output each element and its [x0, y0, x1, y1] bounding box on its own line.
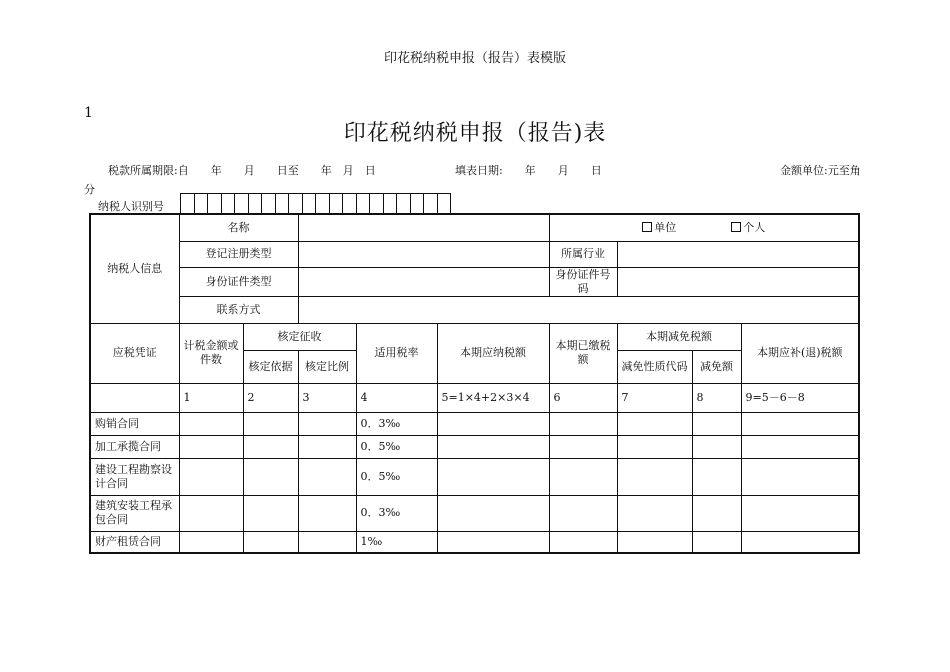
cell-input[interactable] — [179, 435, 243, 458]
info-section-label: 纳税人信息 — [90, 214, 179, 323]
cell-input[interactable] — [692, 495, 741, 531]
industry-label: 所属行业 — [549, 241, 617, 267]
col-payable: 本期应纳税额 — [437, 323, 549, 383]
cell-input[interactable] — [692, 435, 741, 458]
col-assess-basis: 核定依据 — [243, 350, 298, 383]
tax-rate: 0．5‰ — [356, 435, 437, 458]
col-relief-amt: 减免额 — [692, 350, 741, 383]
unit-checkbox[interactable] — [642, 221, 676, 234]
col-paid: 本期已缴税额 — [549, 323, 617, 383]
cell-input[interactable] — [243, 531, 298, 553]
taxpayer-type-options[interactable] — [549, 214, 859, 241]
cell-input[interactable] — [437, 495, 549, 531]
col-num: 9=5－6－8 — [741, 383, 859, 412]
cell-input[interactable] — [549, 458, 617, 495]
cell-input[interactable] — [549, 531, 617, 553]
cell-input[interactable] — [437, 435, 549, 458]
id-digit-box[interactable] — [383, 193, 397, 214]
person-checkbox[interactable] — [731, 221, 765, 234]
checkbox-icon — [731, 222, 741, 232]
contract-name: 购销合同 — [90, 412, 179, 435]
person-option-label: 个人 — [743, 220, 766, 234]
contract-name: 加工承揽合同 — [90, 435, 179, 458]
cell-input[interactable] — [243, 435, 298, 458]
id-type-label: 身份证件类型 — [179, 267, 298, 296]
cell-input[interactable] — [298, 435, 356, 458]
cell-input[interactable] — [298, 531, 356, 553]
tax-rate: 1‰ — [356, 531, 437, 553]
cell-input[interactable] — [617, 458, 692, 495]
id-digit-box[interactable] — [437, 193, 452, 214]
cell-input[interactable] — [179, 531, 243, 553]
checkbox-icon — [642, 222, 652, 232]
id-digit-box[interactable] — [221, 193, 235, 214]
cell-input[interactable] — [692, 531, 741, 553]
col-num: 2 — [243, 383, 298, 412]
cell-input[interactable] — [243, 412, 298, 435]
tax-period: 税款所属期限:自 年 月 日至 年 月 日 — [108, 164, 376, 177]
cell-input[interactable] — [741, 435, 859, 458]
col-num: 5=1×4+2×3×4 — [437, 383, 549, 412]
col-num: 6 — [549, 383, 617, 412]
id-no-label: 身份证件号码 — [549, 267, 617, 296]
table-row — [90, 435, 859, 458]
cell-input[interactable] — [741, 531, 859, 553]
cell-input[interactable] — [179, 412, 243, 435]
cell-input[interactable] — [617, 435, 692, 458]
col-num: 1 — [179, 383, 243, 412]
page-header: 印花税纳税申报（报告）表模版 — [383, 51, 566, 66]
amount-unit: 金额单位:元至角 — [780, 164, 861, 177]
reg-type-field[interactable] — [298, 241, 549, 267]
table-row — [90, 458, 859, 495]
col-num: 3 — [298, 383, 356, 412]
form-title: 印花税纳税申报（报告)表 — [343, 121, 607, 146]
num-row-blank — [90, 383, 179, 412]
cell-input[interactable] — [549, 435, 617, 458]
id-type-field[interactable] — [298, 267, 549, 296]
declaration-table — [89, 213, 860, 554]
table-row — [90, 531, 859, 553]
cell-input[interactable] — [179, 495, 243, 531]
cell-input[interactable] — [692, 458, 741, 495]
id-digit-box[interactable] — [329, 193, 343, 214]
id-digit-box[interactable] — [315, 193, 329, 214]
contract-name: 财产租赁合同 — [90, 531, 179, 553]
reg-type-label: 登记注册类型 — [179, 241, 298, 267]
col-relief-code: 减免性质代码 — [617, 350, 692, 383]
industry-field[interactable] — [617, 241, 859, 267]
cell-input[interactable] — [298, 412, 356, 435]
cell-input[interactable] — [692, 412, 741, 435]
tax-rate: 0．5‰ — [356, 458, 437, 495]
unit-option-label: 单位 — [654, 220, 677, 234]
id-digit-box[interactable] — [342, 193, 356, 214]
col-relief: 本期减免税额 — [617, 323, 741, 350]
col-num: 8 — [692, 383, 741, 412]
contract-name: 建设工程勘察设计合同 — [90, 458, 179, 495]
cell-input[interactable] — [298, 495, 356, 531]
id-digit-box[interactable] — [234, 193, 248, 214]
contact-label: 联系方式 — [179, 296, 298, 323]
contact-field[interactable] — [298, 296, 859, 323]
cell-input[interactable] — [741, 495, 859, 531]
amount-unit-cont: 分 — [84, 183, 95, 196]
id-digit-box[interactable] — [356, 193, 370, 214]
contract-name: 建筑安装工程承包合同 — [90, 495, 179, 531]
cell-input[interactable] — [243, 458, 298, 495]
col-assess: 核定征收 — [243, 323, 356, 350]
id-digit-box[interactable] — [396, 193, 410, 214]
id-digit-box[interactable] — [288, 193, 302, 214]
tax-rate: 0．3‰ — [356, 495, 437, 531]
cell-input[interactable] — [617, 412, 692, 435]
fill-date: 填表日期: 年 月 日 — [455, 164, 602, 177]
name-label: 名称 — [179, 214, 298, 241]
page-number: 1 — [84, 105, 93, 121]
table-row — [90, 412, 859, 435]
cell-input[interactable] — [741, 412, 859, 435]
col-num: 4 — [356, 383, 437, 412]
col-amount: 计税金额或件数 — [179, 323, 243, 383]
cell-input[interactable] — [617, 531, 692, 553]
id-digit-box[interactable] — [180, 193, 194, 214]
id-digit-box[interactable] — [410, 193, 424, 214]
cell-input[interactable] — [179, 458, 243, 495]
taxpayer-id-label: 纳税人识别号 — [98, 200, 164, 213]
cell-input[interactable] — [437, 531, 549, 553]
cell-input[interactable] — [437, 412, 549, 435]
cell-input[interactable] — [549, 412, 617, 435]
id-digit-box[interactable] — [207, 193, 221, 214]
cell-input[interactable] — [741, 458, 859, 495]
cell-input[interactable] — [243, 495, 298, 531]
col-num: 7 — [617, 383, 692, 412]
id-digit-box[interactable] — [194, 193, 208, 214]
id-digit-box[interactable] — [261, 193, 275, 214]
id-digit-box[interactable] — [423, 193, 437, 214]
cell-input[interactable] — [617, 495, 692, 531]
taxpayer-id-boxes[interactable] — [180, 193, 451, 213]
voucher-section-label: 应税凭证 — [90, 323, 179, 383]
id-digit-box[interactable] — [275, 193, 289, 214]
col-assess-ratio: 核定比例 — [298, 350, 356, 383]
id-digit-box[interactable] — [248, 193, 262, 214]
col-due: 本期应补(退)税额 — [741, 323, 859, 383]
cell-input[interactable] — [549, 495, 617, 531]
table-row — [90, 495, 859, 531]
id-digit-box[interactable] — [369, 193, 383, 214]
cell-input[interactable] — [437, 458, 549, 495]
col-rate: 适用税率 — [356, 323, 437, 383]
tax-rate: 0．3‰ — [356, 412, 437, 435]
id-digit-box[interactable] — [302, 193, 316, 214]
id-no-field[interactable] — [617, 267, 859, 296]
name-field[interactable] — [298, 214, 549, 241]
cell-input[interactable] — [298, 458, 356, 495]
